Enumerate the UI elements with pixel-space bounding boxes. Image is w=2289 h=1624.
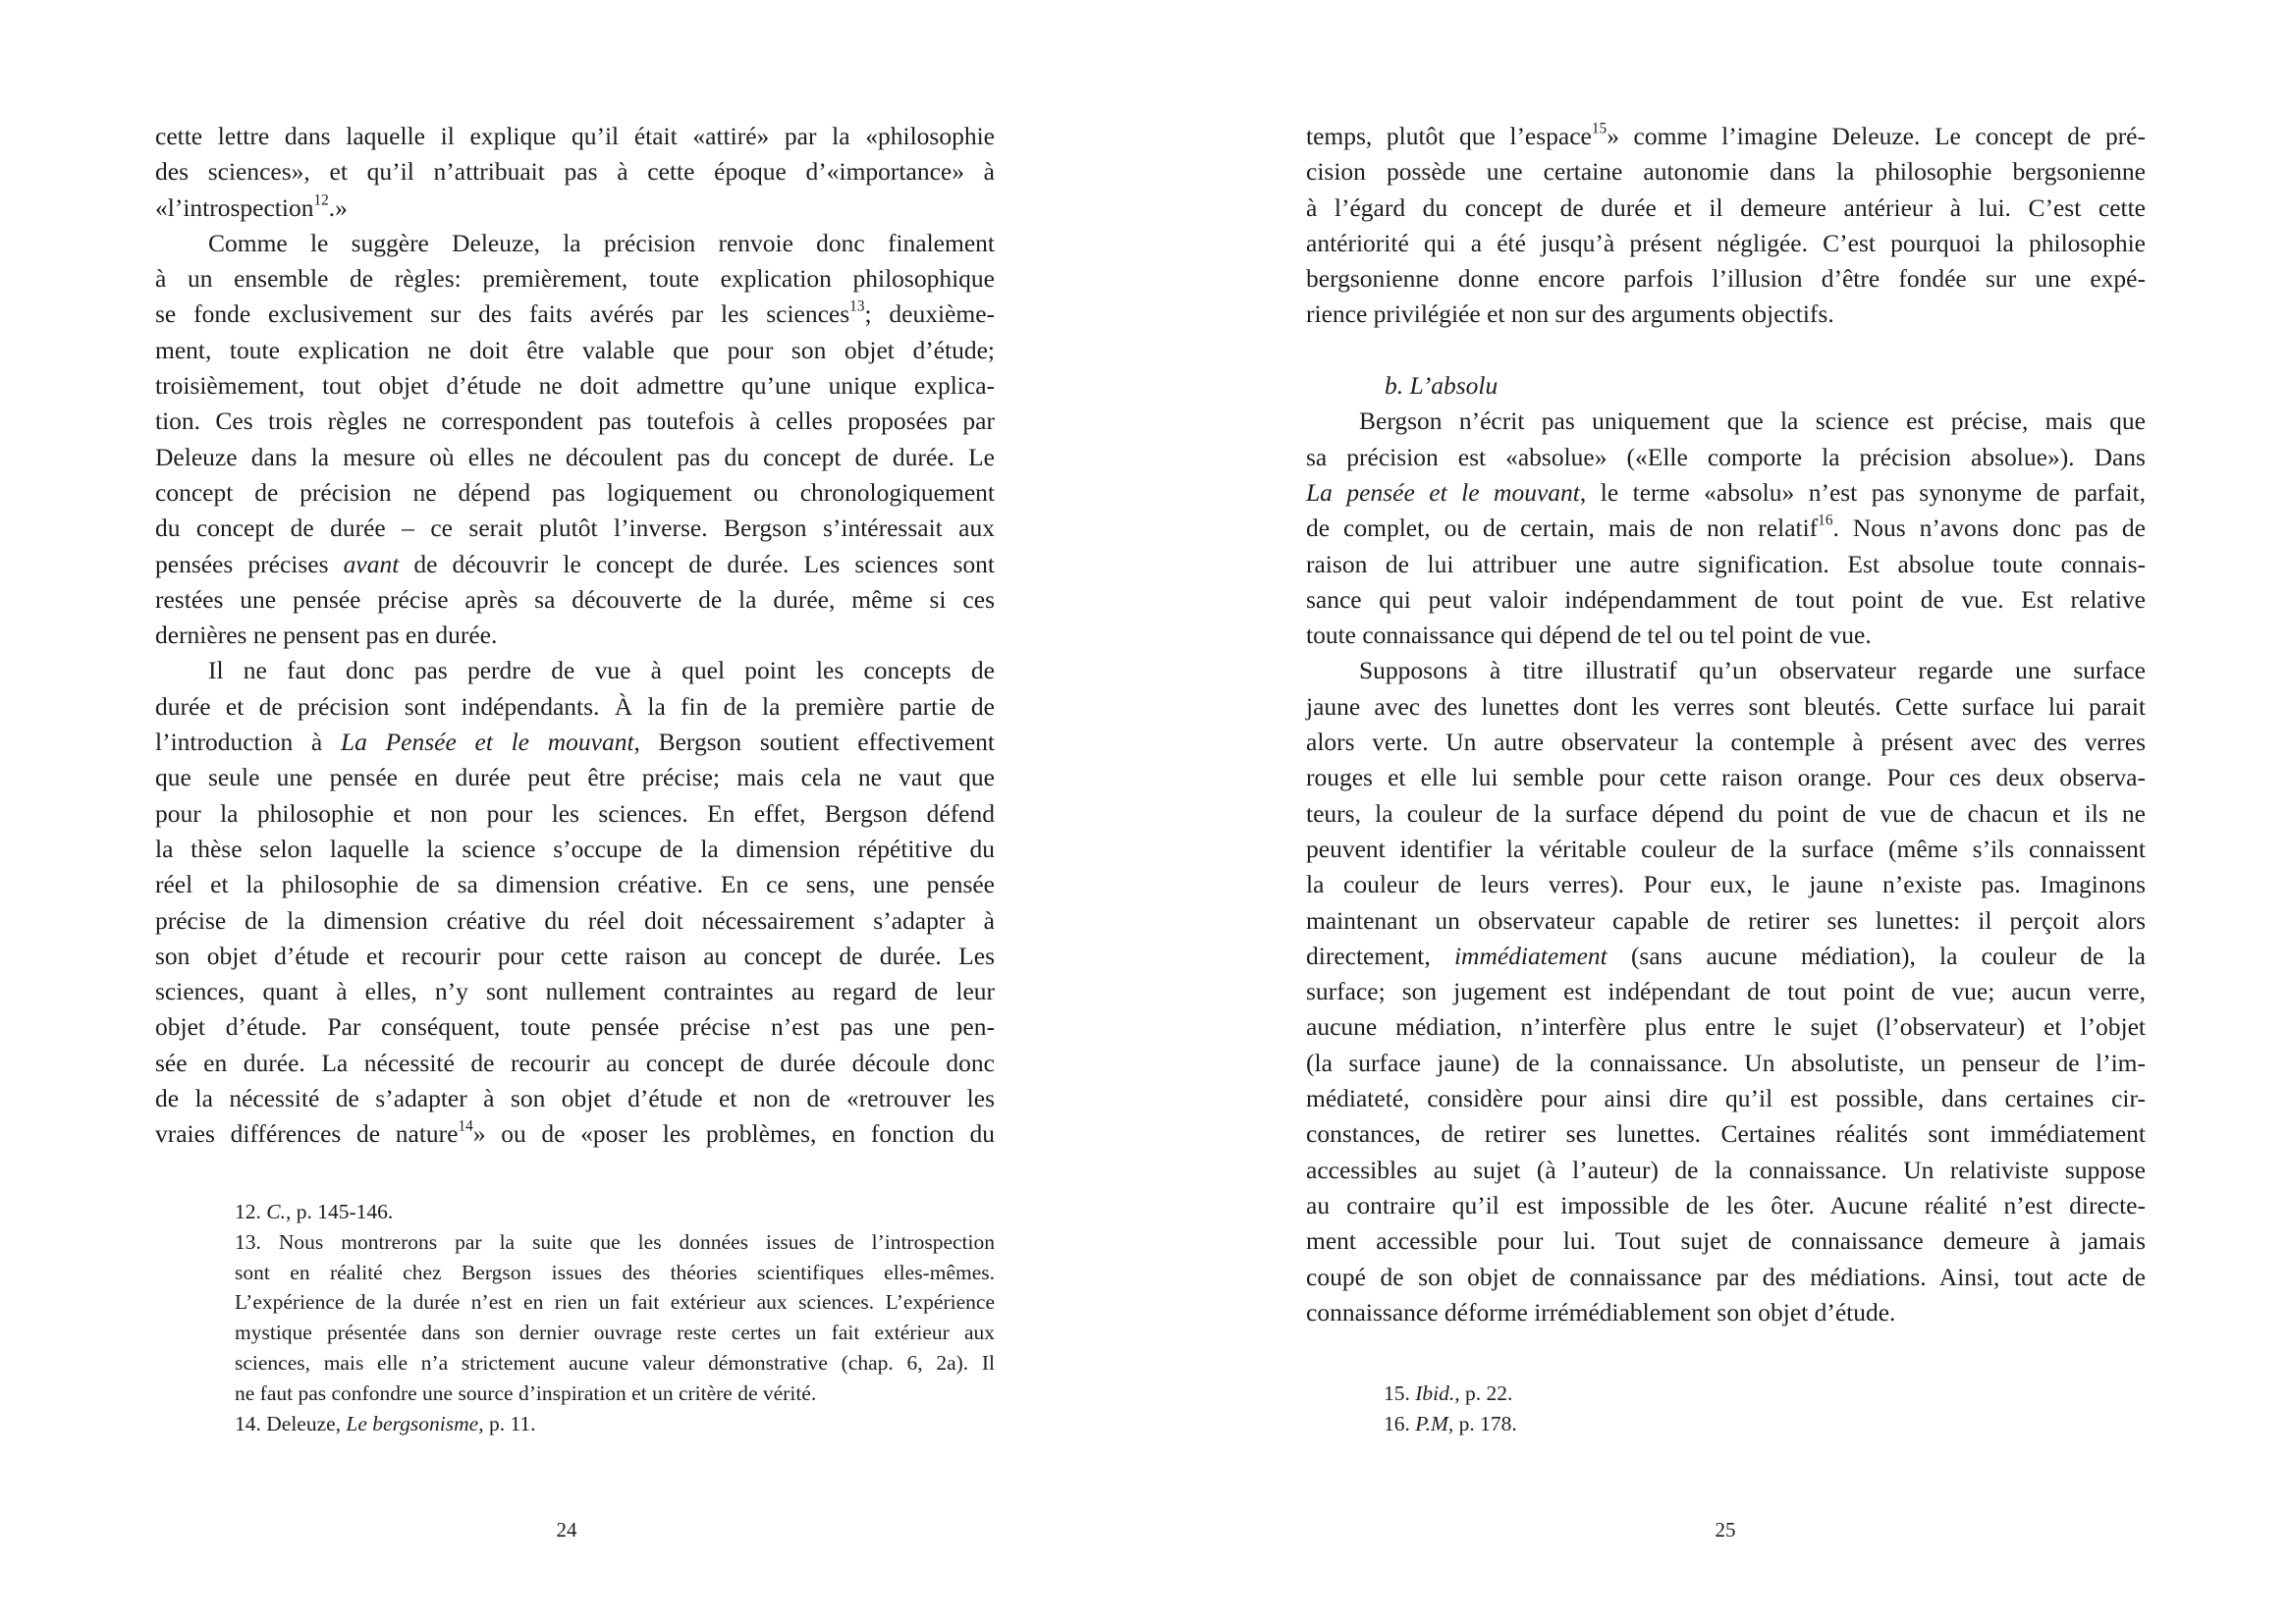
text-line: peuvent identifier la véritable couleur de la surface (même s’ils connaissent xyxy=(1306,834,2146,863)
paragraph xyxy=(155,119,995,226)
text-line: 16. P.M, p. 178. xyxy=(1384,1411,1517,1435)
text-line: ment accessible pour lui. Tout sujet de connaissance demeure à jamais xyxy=(1306,1226,2146,1256)
text-line: des sciences», et qu’il n’attribuait pas à cette époque d’«importance» à xyxy=(155,157,995,187)
text-line: de la nécessité de s’adapter à son objet d’étude et non de «retrouver les xyxy=(155,1084,995,1113)
paragraphs-after-heading xyxy=(1306,404,2146,1330)
italic-text: P.M xyxy=(1415,1411,1448,1435)
text-line: alors verte. Un autre observateur la contemple à présent avec des verres xyxy=(1306,728,2146,757)
text-line: rience privilégiée et non sur des arguments objectifs. xyxy=(1306,299,1834,329)
footnote xyxy=(235,1227,995,1409)
text-line: réel et la philosophie de sa dimension créative. En ce sens, une pensée xyxy=(155,870,995,899)
blank-line xyxy=(1306,333,2146,368)
text-line: mystique présentée dans son dernier ouvrage reste certes un fait extérieur aux xyxy=(235,1321,995,1345)
footnote-ref: 15 xyxy=(1591,120,1608,137)
italic-text: immédiatement xyxy=(1453,941,1608,970)
text-line: 14. Deleuze, Le bergsonisme, p. 11. xyxy=(235,1411,536,1435)
text-line: surface; son jugement est indépendant de tout point de vue; aucun verre, xyxy=(1306,977,2146,1006)
text-line: du concept de durée – ce serait plutôt l’inverse. Bergson s’intéressait aux xyxy=(155,514,995,543)
text-line: Bergson n’écrit pas uniquement que la science est précise, mais que xyxy=(1359,406,2146,436)
text-line: bergsonienne donne encore parfois l’illusion d’être fondée sur une expé- xyxy=(1306,264,2146,294)
text-line: sciences, mais elle n’a strictement aucune valeur démonstrative (chap. 6, 2a). Il xyxy=(235,1350,995,1375)
text-line: objet d’étude. Par conséquent, toute pensée précise n’est pas une pen- xyxy=(155,1012,995,1042)
footnote-ref: 12 xyxy=(313,191,329,209)
page-number-left: 24 xyxy=(556,1518,577,1542)
text-line: directement, immédiatement (sans aucune médiation), la couleur de la xyxy=(1306,941,2146,970)
text-line: La pensée et le mouvant, le terme «absolu» n’est pas synonyme de parfait, xyxy=(1306,477,2146,507)
text-line: tion. Ces trois règles ne correspondent pas toutefois à celles proposées par xyxy=(155,406,995,436)
footnote-ref: 14 xyxy=(458,1117,473,1135)
text-line: «l’introspection$^{12}$.» xyxy=(155,191,348,222)
text-line: concept de précision ne dépend pas logiquement ou chronologiquement xyxy=(155,477,995,507)
footnote-ref: 16 xyxy=(1818,512,1833,529)
text-line: coupé de son objet de connaissance par des médiations. Ainsi, tout acte de xyxy=(1306,1262,2146,1291)
section-heading: b. L’absolu xyxy=(1385,371,1499,401)
text-line: durée et de précision sont indépendants. À la fin de la première partie de xyxy=(155,691,995,721)
italic-text: C. xyxy=(266,1200,286,1223)
text-line: précise de la dimension créative du réel doit nécessairement s’adapter à xyxy=(155,905,995,935)
text-line: pensées précises avant de découvrir le concept de durée. Les sciences sont xyxy=(155,549,995,578)
text-line: l’introduction à La Pensée et le mouvant, Bergson soutient effectivement xyxy=(155,728,995,757)
text-line: cette lettre dans laquelle il explique qu’il était «attiré» par la «philosophie xyxy=(155,122,995,150)
text-line: médiateté, considère pour ainsi dire qu’il est possible, dans certaines cir- xyxy=(1306,1084,2146,1113)
text-line: maintenant un observateur capable de retirer ses lunettes: il perçoit alors xyxy=(1306,905,2146,935)
text-line: vraies différences de nature$^{14}$» ou de «poser les problèmes, en fonction du xyxy=(155,1117,995,1149)
text-line: Il ne faut donc pas perdre de vue à quel point les concepts de xyxy=(208,656,995,685)
text-line: à un ensemble de règles: premièrement, toute explication philosophique xyxy=(155,264,995,294)
text-line: la couleur de leurs verres). Pour eux, le jaune n’existe pas. Imaginons xyxy=(1306,870,2146,899)
text-line: (la surface jaune) de la connaissance. Un absolutiste, un penseur de l’im- xyxy=(1306,1048,2146,1077)
right-page-body xyxy=(1306,119,2146,1330)
paragraph xyxy=(1306,404,2146,653)
page-number-right: 25 xyxy=(1715,1518,1736,1542)
text-line: Comme le suggère Deleuze, la précision renvoie donc finalement xyxy=(208,228,995,257)
text-line: antériorité qui a été jusqu’à présent négligée. C’est pourquoi la philosophie xyxy=(1306,228,2146,257)
text-line: sont en réalité chez Bergson issues des théories scientifiques elles-mêmes. xyxy=(235,1260,995,1284)
paragraph xyxy=(1306,119,2146,333)
footnote xyxy=(235,1197,995,1227)
footnote-ref: 13 xyxy=(849,298,865,316)
italic-text: La pensée et le mouvant xyxy=(1306,477,1580,507)
footnote xyxy=(1384,1379,2144,1409)
text-line: accessibles au sujet (à l’auteur) de la connaissance. Un relativiste suppose xyxy=(1306,1155,2146,1184)
text-line: Deleuze dans la mesure où elles ne découlent pas du concept de durée. Le xyxy=(155,442,995,471)
text-line: 12. C., p. 145-146. xyxy=(235,1200,394,1223)
text-line: au contraire qu’il est impossible de les ôter. Aucune réalité n’est directe- xyxy=(1306,1190,2146,1219)
text-line: dernières ne pensent pas en durée. xyxy=(155,621,498,650)
text-line: se fonde exclusivement sur des faits avérés par les sciences$^{13}$; deuxième- xyxy=(155,298,996,329)
italic-text: Le bergsonisme xyxy=(346,1411,479,1435)
text-line: aucune médiation, n’interfère plus entre le sujet (l’observateur) et l’objet xyxy=(1306,1012,2146,1042)
text-line: sciences, quant à elles, n’y sont nullement contraintes au regard de leur xyxy=(155,977,995,1006)
paragraphs-before-heading xyxy=(1306,119,2146,333)
text-line: cision possède une certaine autonomie dans la philosophie bergsonienne xyxy=(1306,157,2146,187)
paragraph xyxy=(155,226,995,654)
text-line: que seule une pensée en durée peut être précise; mais cela ne vaut que xyxy=(155,763,995,792)
text-line: troisièmement, tout objet d’étude ne doit admettre qu’une unique explica- xyxy=(155,371,995,401)
text-line: sa précision est «absolue» («Elle comporte la précision absolue»). Dans xyxy=(1306,442,2146,471)
footnote xyxy=(1384,1409,2144,1439)
left-page-body xyxy=(155,119,995,1153)
text-line: son objet d’étude et recourir pour cette raison au concept de durée. Les xyxy=(155,941,995,970)
text-line: Supposons à titre illustratif qu’un observateur regarde une surface xyxy=(1359,656,2146,685)
footnote xyxy=(235,1409,995,1439)
text-line: connaissance déforme irrémédiablement son objet d’étude. xyxy=(1306,1297,1896,1326)
text-line: constances, de retirer ses lunettes. Certaines réalités sont immédiatement xyxy=(1306,1119,2146,1149)
text-line: ne faut pas confondre une source d’inspiration et un critère de vérité. xyxy=(235,1380,817,1405)
text-line: la thèse selon laquelle la science s’occupe de la dimension répétitive du xyxy=(155,834,995,863)
text-line: à l’égard du concept de durée et il demeure antérieur à lui. C’est cette xyxy=(1306,192,2146,222)
text-line: jaune avec des lunettes dont les verres sont bleutés. Cette surface lui parait xyxy=(1306,691,2146,721)
text-line: raison de lui attribuer une autre signification. Est absolue toute connais- xyxy=(1306,549,2146,578)
text-line: ment, toute explication ne doit être valable que pour son objet d’étude; xyxy=(155,335,995,364)
text-line: toute connaissance qui dépend de tel ou tel point de vue. xyxy=(1306,621,1872,650)
italic-text: avant xyxy=(343,549,400,578)
text-line: 13. Nous montrerons par la suite que les données issues de l’introspection xyxy=(235,1229,995,1254)
text-line: de complet, ou de certain, mais de non relatif$^{16}$. Nous n’avons donc pas de xyxy=(1306,512,2146,543)
italic-text: La Pensée et le mouvant xyxy=(340,728,634,757)
paragraph xyxy=(155,653,995,1152)
text-line: sance qui peut valoir indépendamment de tout point de vue. Est relative xyxy=(1306,584,2146,614)
text-line: 15. Ibid., p. 22. xyxy=(1384,1381,1513,1405)
text-line: L’expérience de la durée n’est en rien un fait extérieur aux sciences. L’expérience xyxy=(235,1290,995,1315)
text-line: sée en durée. La nécessité de recourir au concept de durée découle donc xyxy=(155,1048,995,1077)
text-line: teurs, la couleur de la surface dépend du point de vue de chacun et ils ne xyxy=(1306,798,2146,828)
paragraph xyxy=(1306,653,2146,1330)
text-line: pour la philosophie et non pour les sciences. En effet, Bergson défend xyxy=(155,798,995,828)
text-line: rouges et elle lui semble pour cette raison orange. Pour ces deux observa- xyxy=(1306,763,2146,792)
italic-text: Ibid. xyxy=(1415,1381,1455,1405)
right-page-footnotes xyxy=(1384,1379,2144,1439)
text-line: restées une pensée précise après sa découverte de la durée, même si ces xyxy=(155,584,995,614)
left-page-footnotes xyxy=(235,1197,995,1438)
text-line: temps, plutôt que l’espace$^{15}$» comme l’imagine Deleuze. Le concept de pré- xyxy=(1306,120,2146,150)
